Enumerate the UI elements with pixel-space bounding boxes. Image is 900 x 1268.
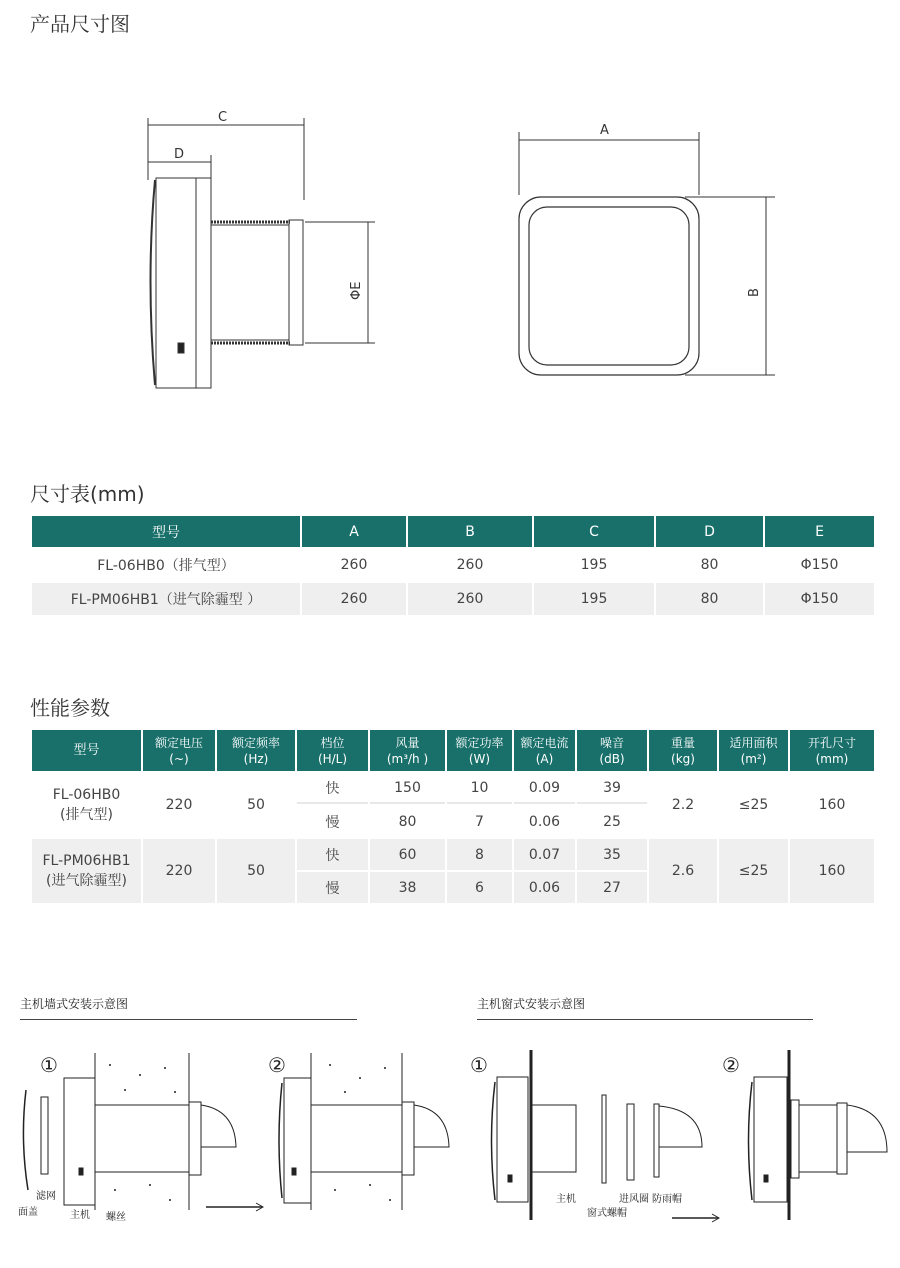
header-text: (m²) <box>740 751 767 766</box>
cell: 260 <box>302 583 406 615</box>
header-text: (dB) <box>599 751 625 766</box>
weight-cell: 2.6 <box>649 839 717 903</box>
header-text: (~) <box>169 751 189 766</box>
header-text: 开孔尺寸 <box>807 735 856 750</box>
frequency-cell: 50 <box>247 797 265 813</box>
model-type: (进气除霾型) <box>46 873 127 889</box>
header-text: (H/L) <box>317 751 348 766</box>
wall-install-step1 <box>23 1053 263 1211</box>
power-cell: 10 <box>447 773 512 804</box>
gear-cell: 慢 <box>297 872 368 903</box>
gear-cell: 慢 <box>325 814 340 831</box>
header-model: 型号 <box>32 516 300 547</box>
noise-cell: 25 <box>603 813 621 830</box>
cell: 260 <box>456 557 484 573</box>
header-text: 额定电流 <box>520 735 569 750</box>
dimension-drawing-title: 产品尺寸图 <box>30 12 130 36</box>
header-text: 型号 <box>73 742 100 758</box>
noise-cell: 27 <box>577 872 647 903</box>
airflow-cell: 80 <box>398 813 417 830</box>
label-host: 主机 <box>70 1210 90 1221</box>
cell: 80 <box>700 557 719 573</box>
header-e: E <box>765 516 874 547</box>
hole-size-cell: 160 <box>790 839 874 903</box>
current-cell: 0.06 <box>528 813 561 830</box>
step-1-label: ① <box>40 1053 58 1077</box>
gear-cell: 快 <box>297 773 368 804</box>
header-text: (m³/h ) <box>386 751 429 766</box>
voltage-cell: 220 <box>165 797 193 813</box>
header-text: 噪音 <box>599 735 624 750</box>
header-text: (mm) <box>815 751 849 766</box>
header-c: C <box>534 516 654 547</box>
header-text: (kg) <box>671 751 695 766</box>
label-cover: 面盖 <box>18 1207 38 1218</box>
model-name: FL-PM06HB1 <box>42 853 131 869</box>
dimension-table-title: 尺寸表(mm) <box>30 482 145 506</box>
cell: Φ150 <box>800 557 839 573</box>
label-b: B <box>747 288 762 297</box>
window-install-step2 <box>749 1050 888 1220</box>
wall-install-step2 <box>279 1053 449 1210</box>
area-cell: ≤25 <box>719 839 788 903</box>
header-text: (Hz) <box>243 751 269 766</box>
header-text: 档位 <box>320 735 345 750</box>
noise-cell: 35 <box>577 839 647 870</box>
label-a: A <box>600 123 609 138</box>
power-cell: 7 <box>475 813 484 830</box>
current-cell: 0.09 <box>514 773 575 804</box>
header-text: 重量 <box>670 735 695 750</box>
model-type: (排气型) <box>60 807 113 823</box>
header-text: (A) <box>535 751 554 766</box>
voltage-cell: 220 <box>143 839 215 903</box>
label-window-nut: 窗式螺帽 <box>587 1208 627 1219</box>
step-2-label: ② <box>722 1053 740 1077</box>
cell: 260 <box>408 583 532 615</box>
wall-install-title: 主机墙式安装示意图 <box>20 997 129 1011</box>
cell: FL-06HB0（排气型） <box>97 558 235 574</box>
cell: 195 <box>534 583 654 615</box>
airflow-cell: 38 <box>370 872 445 903</box>
model-name: FL-06HB0 <box>52 787 121 803</box>
cell: Φ150 <box>765 583 874 615</box>
performance-title: 性能参数 <box>30 696 110 720</box>
header-b: B <box>408 516 532 547</box>
header-d: D <box>656 516 763 547</box>
header-a: A <box>302 516 406 547</box>
label-host: 主机 <box>556 1194 576 1205</box>
power-cell: 6 <box>447 872 512 903</box>
window-install-title: 主机窗式安装示意图 <box>477 997 586 1011</box>
header-text: 额定功率 <box>455 735 504 750</box>
noise-cell: 39 <box>577 773 647 804</box>
hole-size-cell: 160 <box>818 797 846 813</box>
cell: FL-PM06HB1（进气除霾型 ） <box>32 583 300 615</box>
window-install-step1 <box>492 1050 720 1222</box>
label-e: ΦE <box>349 281 364 300</box>
header-text: 风量 <box>395 735 420 750</box>
airflow-cell: 150 <box>370 773 445 804</box>
step-2-label: ② <box>268 1053 286 1077</box>
weight-cell: 2.2 <box>671 797 695 813</box>
label-c: C <box>218 110 228 125</box>
current-cell: 0.06 <box>514 872 575 903</box>
header-text: (W) <box>468 751 491 766</box>
cell: 195 <box>580 557 608 573</box>
header-text: 额定电压 <box>154 735 203 750</box>
frequency-cell: 50 <box>217 839 295 903</box>
header-text: 适用面积 <box>729 735 778 750</box>
label-air-ring: 进风圈 <box>619 1194 649 1205</box>
label-d: D <box>174 147 185 162</box>
label-rain-cap: 防雨帽 <box>652 1194 682 1205</box>
header-text: 额定频率 <box>231 735 280 750</box>
cell: 80 <box>656 583 763 615</box>
airflow-cell: 60 <box>370 839 445 870</box>
current-cell: 0.07 <box>514 839 575 870</box>
gear-cell: 快 <box>297 839 368 870</box>
step-1-label: ① <box>470 1053 488 1077</box>
power-cell: 8 <box>447 839 512 870</box>
label-filter: 滤网 <box>36 1191 56 1202</box>
cell: 260 <box>340 557 368 573</box>
area-cell: ≤25 <box>738 797 769 813</box>
label-screw: 螺丝 <box>106 1212 126 1223</box>
